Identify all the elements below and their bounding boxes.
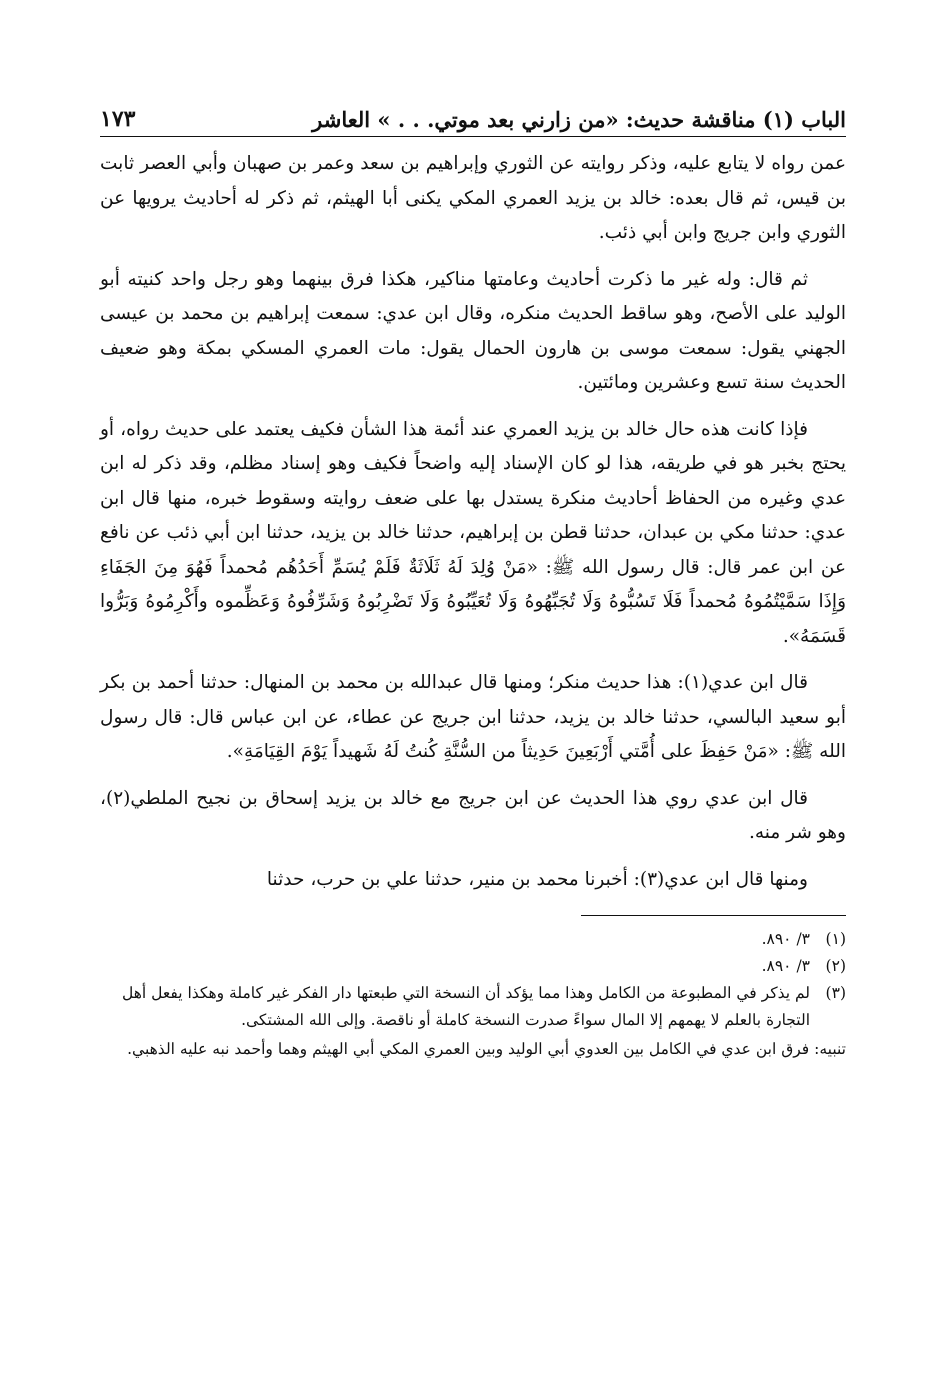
footnote-number: (١) bbox=[825, 930, 846, 948]
running-header bbox=[100, 92, 846, 137]
page-number: ١٧٣ bbox=[100, 106, 136, 132]
paragraph: قال ابن عدي(١): هذا حديث منكر؛ ومنها قال عبدالله بن محمد بن المنهال: حدثنا أحمد بن بكر أبو سعيد البالسي، حدثنا خالد بن يزيد، حدثنا ابن جريج عن عطاء، عن ابن عباس قال: قال رسول الله ﷺ: «مَنْ حَفِظَ على أُمَّتي أَرْبَعِينَ حَدِيثاً من السُّنَّةِ كُنتُ لَهُ شَهيداً يَوْمَ القِيَامَةِ». bbox=[100, 672, 846, 762]
running-title: الباب (١) مناقشة حديث: «من زارني بعد موتي. . . » العاشر bbox=[312, 107, 846, 132]
footnote-text: ٣/ ٨٩٠. bbox=[761, 930, 810, 948]
paragraph: قال ابن عدي روي هذا الحديث عن ابن جريج مع خالد بن يزيد إسحاق بن نجيح الملطي(٢)، وهو شر منه. bbox=[100, 787, 846, 843]
footnote-text: لم يذكر في المطبوعة من الكامل وهذا مما يؤكد أن النسخة التي طبعتها دار الفكر غير كاملة وهكذا يفعل أهل التجارة بالعلم لا يهمهم إلا المال سواءً صدرت النسخة كاملة أو ناقصة. وإلى الله المشتكى. bbox=[122, 984, 810, 1029]
footnote-text: ٣/ ٨٩٠. bbox=[761, 957, 810, 975]
footnote-number: (٣) bbox=[825, 984, 846, 1002]
paragraph: عمن رواه لا يتابع عليه، وذكر روايته عن الثوري وإبراهيم بن سعد وعمر بن صهبان وأبي العصر ثابت بن قيس، ثم قال بعده: خالد بن يزيد العمري المكي يكنى أبا الهيثم، ثم ذكر له أحاديث يرويها عن الثوري وابن جريج وابن أبي ذئب. bbox=[100, 153, 846, 243]
paragraph: ومنها قال ابن عدي(٣): أخبرنا محمد بن منير، حدثنا علي بن حرب، حدثنا bbox=[266, 868, 808, 890]
footnote-number: (٢) bbox=[825, 957, 846, 975]
footnote bbox=[100, 953, 846, 980]
footnote-note: تنبيه: فرق ابن عدي في الكامل بين العدوي أبي الوليد وبين العمري المكي أبي الهيثم وهما وأحمد نبه عليه الذهبي. bbox=[127, 1040, 846, 1058]
footnote-separator bbox=[581, 915, 846, 916]
paragraph: فإذا كانت هذه حال خالد بن يزيد العمري عند أئمة هذا الشأن فكيف يعتمد على حديث رواه، أو يحتج بخبر هو في طريقه، هذا لو كان الإسناد إليه واضحاً فكيف وهو إسناد مظلم، وقد ذكر له ابن عدي وغيره من الحفاظ أحاديث منكرة يستدل بها على ضعف روايته وسقوط خبره، منها قال ابن عدي: حدثنا مكي بن عبدان، حدثنا قطن بن إبراهيم، حدثنا خالد بن يزيد، حدثنا ابن أبي ذئب عن نافع عن ابن عمر قال: قال رسول الله ﷺ: «مَنْ وُلِدَ لَهُ ثَلَاثَةٌ فَلَمْ يُسَمِّ أَحَدُهُم مُحمداً فَهُوَ مِنَ الجَفَاءِ وَإِذَا سَمَّيْتُمُوهُ مُحمداً فَلَا تَسُبُّوهُ وَلَا تُجَبِّهُوهُ وَلَا تُعَيِّبُوهُ وَلَا تَضْرِبُوهُ وَشَرِّفُوهُ وَعَظِّموه وأَكْرِمُوهُ وَبَرُّوا قَسَمَهُ». bbox=[100, 418, 846, 647]
footnotes bbox=[100, 926, 846, 1063]
main-text bbox=[100, 147, 846, 897]
footnote bbox=[100, 926, 846, 953]
footnote bbox=[100, 980, 846, 1034]
paragraph: ثم قال: وله غير ما ذكرت أحاديث وعامتها مناكير، هكذا فرق بينهما وهو رجل واحد كنيته أبو الوليد على الأصح، وهو ساقط الحديث منكره، وقال ابن عدي: سمعت إبراهيم بن محمد بن عيسى الجهني يقول: سمعت موسى بن هارون الحمال يقول: مات العمري المسكي بمكة وهو ضعيف الحديث سنة تسع وعشرين ومائتين. bbox=[100, 268, 846, 393]
book-page bbox=[100, 92, 846, 1322]
